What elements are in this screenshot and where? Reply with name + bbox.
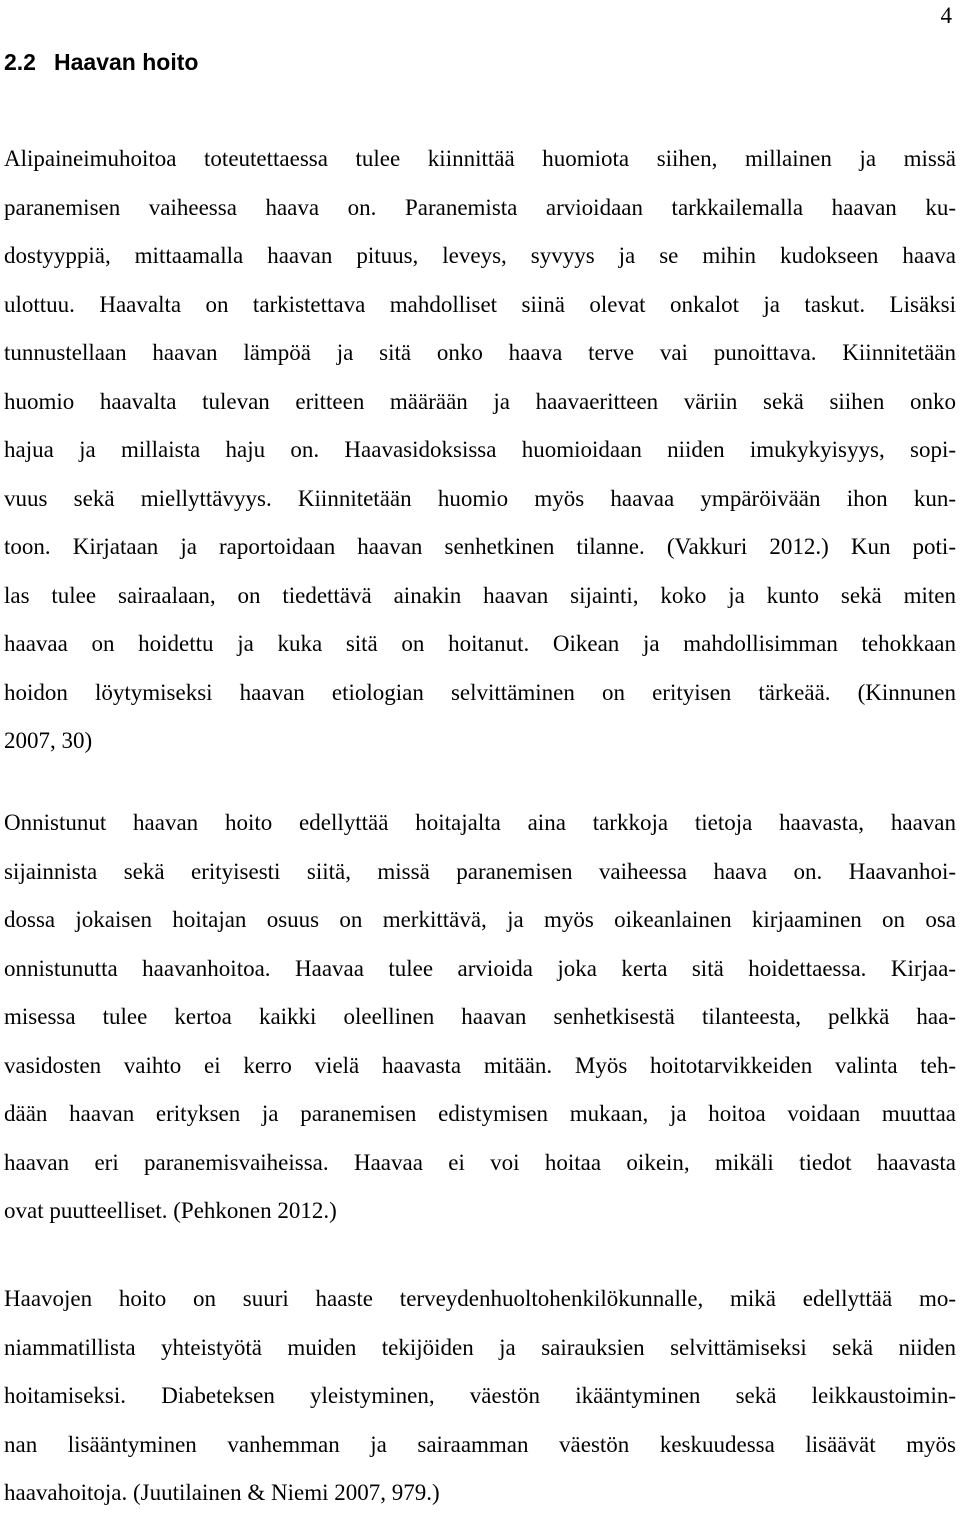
paragraph-2 — [4, 799, 956, 1236]
section-heading — [4, 46, 198, 78]
paragraph-line: Alipaineimuhoitoa toteutettaessa tulee kiinnittää huomiota siihen, millainen ja missä — [4, 146, 956, 171]
section-title: Haavan hoito — [54, 49, 199, 75]
paragraph-1 — [4, 135, 956, 766]
page-number: 4 — [940, 3, 952, 28]
paragraph-line: 2007, 30) — [4, 728, 93, 753]
paragraph-line: dossa jokaisen hoitajan osuus on merkittävä, ja myös oikeanlainen kirjaaminen on osa — [4, 907, 956, 932]
paragraph-line: haavaa on hoidettu ja kuka sitä on hoitanut. Oikean ja mahdollisimman tehokkaan — [4, 631, 956, 656]
paragraph-line: dostyyppiä, mittaamalla haavan pituus, leveys, syvyys ja se mihin kudokseen haava — [4, 243, 956, 268]
paragraph-3 — [4, 1275, 956, 1518]
paragraph-line: huomio haavalta tulevan eritteen määrään ja haavaeritteen väriin sekä siihen onko — [4, 388, 956, 414]
paragraph-line: Haavojen hoito on suuri haaste terveydenhuoltohenkilökunnalle, mikä edellyttää mo- — [4, 1286, 956, 1311]
paragraph-line: vasidosten vaihto ei kerro vielä haavasta mitään. Myös hoitotarvikkeiden valinta teh- — [4, 1052, 956, 1078]
paragraph-line: paranemisen vaiheessa haava on. Paranemista arvioidaan tarkkailemalla haavan ku- — [4, 194, 956, 220]
paragraph-line: Onnistunut haavan hoito edellyttää hoitajalta aina tarkkoja tietoja haavasta, haavan — [4, 810, 956, 835]
paragraph-line: dään haavan erityksen ja paranemisen edistymisen mukaan, ja hoitoa voidaan muuttaa — [4, 1101, 956, 1126]
paragraph-line: toon. Kirjataan ja raportoidaan haavan senhetkinen tilanne. (Vakkuri 2012.) Kun poti- — [4, 534, 956, 559]
paragraph-line: hoidon löytymiseksi haavan etiologian selvittäminen on erityisen tärkeää. (Kinnunen — [4, 679, 956, 705]
paragraph-line: tunnustellaan haavan lämpöä ja sitä onko haava terve vai punoittava. Kiinnitetään — [4, 340, 956, 365]
paragraph-line: ulottuu. Haavalta on tarkistettava mahdolliset siinä olevat onkalot ja taskut. Lisäksi — [4, 291, 956, 317]
paragraph-line: niammatillista yhteistyötä muiden tekijöiden ja sairauksien selvittämiseksi sekä niiden — [4, 1334, 956, 1360]
paragraph-line: hoitamiseksi. Diabeteksen yleistyminen, väestön ikääntyminen sekä leikkaustoimin- — [4, 1383, 956, 1408]
paragraph-line: onnistunutta haavanhoitoa. Haavaa tulee arvioida joka kerta sitä hoidettaessa. Kirjaa- — [4, 955, 956, 981]
paragraph-line: ovat puutteelliset. (Pehkonen 2012.) — [4, 1198, 337, 1223]
paragraph-line: haavahoitoja. (Juutilainen & Niemi 2007, 979.) — [4, 1480, 440, 1505]
paragraph-line: nan lisääntyminen vanhemman ja sairaamman väestön keskuudessa lisäävät myös — [4, 1431, 956, 1457]
paragraph-line: sijainnista sekä erityisesti siitä, missä paranemisen vaiheessa haava on. Haavanhoi- — [4, 858, 956, 884]
paragraph-line: vuus sekä miellyttävyys. Kiinnitetään huomio myös haavaa ympäröivään ihon kun- — [4, 485, 956, 511]
paragraph-line: misessa tulee kertoa kaikki oleellinen haavan senhetkisestä tilanteesta, pelkkä haa- — [4, 1004, 956, 1029]
paragraph-line: las tulee sairaalaan, on tiedettävä ainakin haavan sijainti, koko ja kunto sekä miten — [4, 582, 956, 608]
section-number: 2.2 — [4, 49, 36, 75]
paragraph-line: hajua ja millaista haju on. Haavasidoksissa huomioidaan niiden imukykyisyys, sopi- — [4, 437, 956, 462]
paragraph-line: haavan eri paranemisvaiheissa. Haavaa ei voi hoitaa oikein, mikäli tiedot haavasta — [4, 1149, 956, 1175]
